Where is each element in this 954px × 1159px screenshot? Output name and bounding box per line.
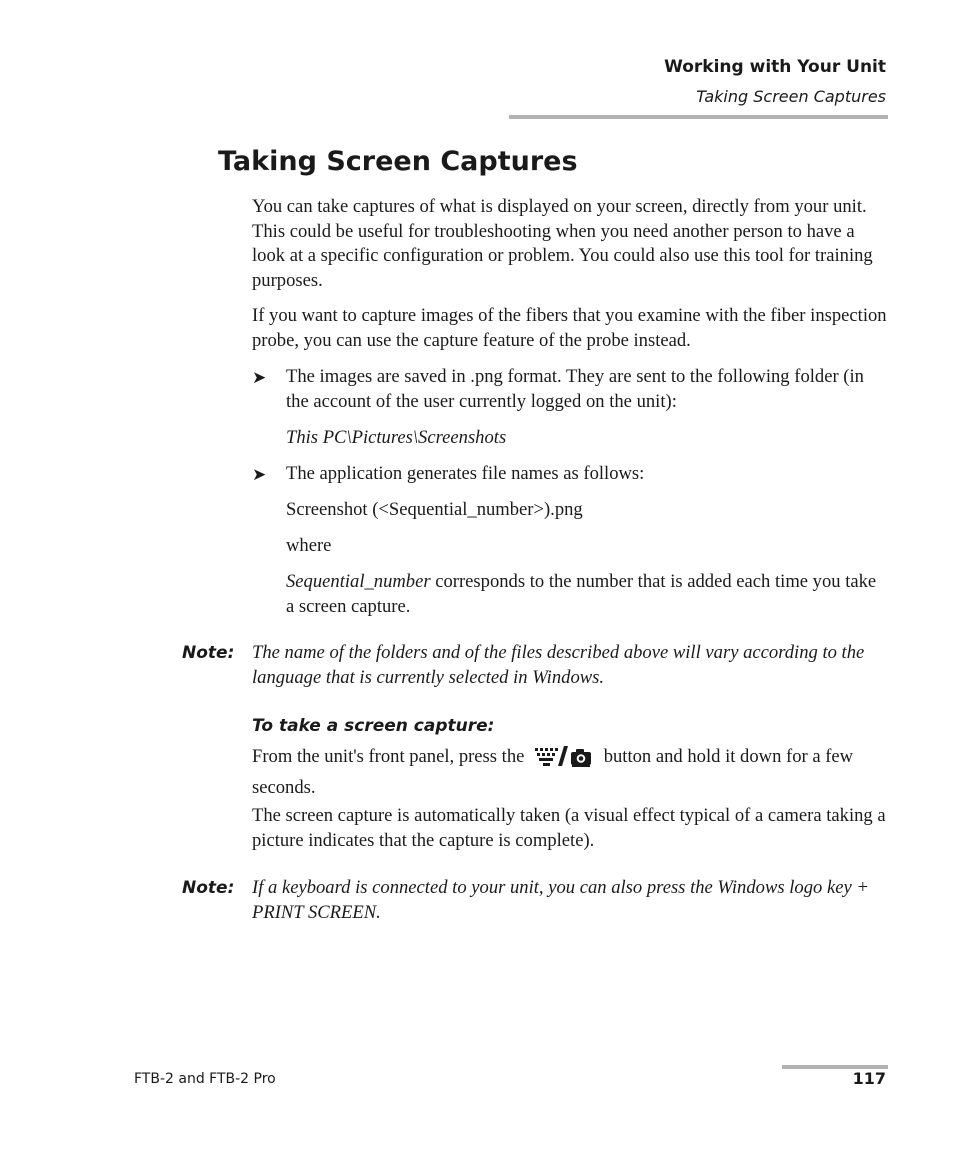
note-label: Note: [182,643,235,663]
procedure-step [252,744,892,800]
footer-product-name: FTB-2 and FTB-2 Pro [134,1071,276,1087]
header-rule [509,115,888,119]
procedure-step-after: button and hold it down for a few seconds. [252,746,854,798]
probe-paragraph: If you want to capture images of the fibers that you examine with the fiber inspection probe, you can use the capture feature of the probe instead. [252,305,887,351]
note-text-keyboard: If a keyboard is connected to your unit, you can also press the Windows logo key + PRINT SCREEN. [252,877,869,923]
running-header-section: Taking Screen Captures [696,87,886,106]
note-label: Note: [182,878,235,898]
bullet-text-format: The images are saved in .png format. They are sent to the following folder (in the account of the user currently logged on the unit): [286,366,864,412]
where-label: where [286,535,332,556]
procedure-heading: To take a screen capture: [252,716,495,736]
procedure-step-before: From the unit's front panel, press the [252,746,530,767]
sequential-number-description: corresponds to the number that is added each time you take a screen capture. [286,571,877,617]
procedure-result: The screen capture is automatically taken (a visual effect typical of a camera taking a picture indicates that the capture is complete). [252,805,886,851]
note-text-language: The name of the folders and of the files described above will vary according to the language that is currently selected in Windows. [252,642,865,688]
bullet-arrow: ➤ [252,465,267,484]
sequential-number-term: Sequential_number [286,571,431,592]
page-number: 117 [852,1069,886,1088]
section-heading: Taking Screen Captures [218,146,578,177]
intro-paragraph: You can take captures of what is displayed on your screen, directly from your unit. This could be useful for troubleshooting when you need another person to have a look at a specific configuration or problem. You could also use this tool for training purposes. [252,196,873,291]
filename-pattern: Screenshot (<Sequential_number>).png [286,499,583,520]
keyboard-camera-button-icon [533,744,595,776]
bullet-arrow: ➤ [252,368,267,387]
bullet-text-filenames: The application generates file names as follows: [286,463,645,484]
screenshot-folder-path: This PC\Pictures\Screenshots [286,427,507,448]
sequential-number-definition [286,570,886,619]
running-header-chapter: Working with Your Unit [664,57,886,77]
